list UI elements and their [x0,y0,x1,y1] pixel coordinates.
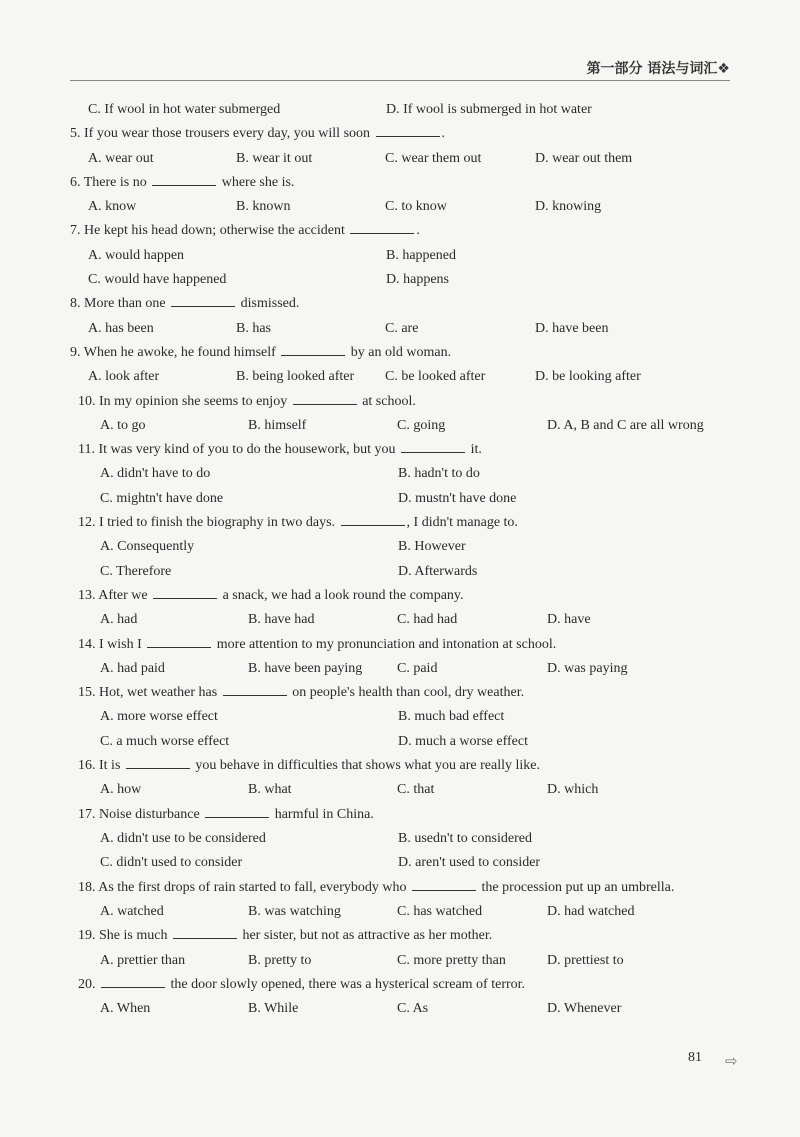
option-c[interactable]: C. more pretty than [397,952,506,968]
stem-text: harmful in China. [271,806,374,822]
option-b[interactable]: B. wear it out [236,150,313,166]
option-d[interactable]: D. much a worse effect [398,733,528,749]
options-row [70,317,745,341]
option-c[interactable]: C. would have happened [88,272,227,288]
page-header [0,50,800,80]
stem-text: her sister, but not as attractive as her mother. [238,928,493,944]
option-a[interactable]: A. had [100,612,138,628]
option-d[interactable]: D. which [547,782,599,798]
options-row [70,827,745,851]
question-item [70,754,745,803]
options-row [70,195,745,219]
option-c[interactable]: C. didn't used to consider [100,855,243,871]
question-item [70,171,745,220]
question-stem [70,584,745,608]
option-c[interactable]: C. Therefore [100,563,172,579]
options-row [70,900,745,924]
stem-text: 16. It is [78,758,124,774]
option-c[interactable]: C. As [397,1001,429,1017]
option-c[interactable]: C. be looked after [385,369,486,385]
options-row [70,535,745,559]
stem-text: . [416,223,420,239]
option-a[interactable]: A. Consequently [100,539,195,555]
stem-text: the procession put up an umbrella. [478,879,675,895]
option-b[interactable]: B. much bad effect [398,709,505,725]
option-b[interactable]: B. has [236,320,271,336]
question-item [70,803,745,876]
question-item [70,341,745,390]
option-d[interactable]: D. prettiest to [547,952,624,968]
option-c[interactable]: C. wear them out [385,150,482,166]
question-stem [70,292,745,316]
option-a[interactable]: A. more worse effect [100,709,218,725]
option-b[interactable]: B. While [248,1001,299,1017]
option-b[interactable]: B. have been paying [248,660,363,676]
option-d[interactable]: D. happens [386,272,449,288]
question-item [70,511,745,584]
options-row [70,560,745,584]
question-item [70,438,745,511]
options-row [70,778,745,802]
question-stem [70,681,745,705]
option-d[interactable]: D. Whenever [547,1001,622,1017]
stem-text: dismissed. [237,296,300,312]
question-item [70,633,745,682]
option-d[interactable]: D. Afterwards [398,563,478,579]
question-item [70,292,745,341]
option-c[interactable]: C. If wool in hot water submerged [88,102,281,117]
option-a[interactable]: A. didn't use to be considered [100,830,266,846]
option-b[interactable]: B. However [398,539,466,555]
stem-text: 19. She is much [78,928,171,944]
answer-blank[interactable] [147,634,211,648]
option-d[interactable]: D. had watched [547,904,635,919]
answer-blank[interactable] [281,342,345,356]
option-b[interactable]: B. being looked after [236,369,355,385]
option-d[interactable]: D. was paying [547,660,628,676]
option-a[interactable]: A. how [100,782,142,798]
stem-text: 20. [78,976,99,992]
option-b[interactable]: B. usedn't to considered [398,830,532,846]
options-row [70,657,745,681]
option-a[interactable]: A. didn't have to do [100,466,211,482]
option-b[interactable]: B. was watching [248,904,341,919]
answer-blank[interactable] [173,925,237,939]
answer-blank[interactable] [293,391,357,405]
option-b[interactable]: B. himself [248,417,307,433]
stem-text: 6. There is no [70,174,151,190]
option-b[interactable]: B. have had [248,612,315,628]
stem-text: where she is. [218,174,295,190]
options-row [70,608,745,632]
option-a[interactable]: A. wear out [88,150,154,166]
stem-text: 18. As the first drops of rain started to fall, everybody who [78,879,411,895]
option-c[interactable]: C. going [397,417,446,433]
question-stem [70,219,745,243]
stem-text: 9. When he awoke, he found himself [70,344,280,360]
question-item [70,98,745,122]
stem-text: 13. After we [78,587,152,603]
arrow-right-icon: ⇨ [725,1052,738,1070]
stem-text: 14. I wish I [78,636,146,652]
options-row [70,949,745,973]
page-number: 81 [688,1050,702,1065]
stem-text: by an old woman. [347,344,452,360]
answer-blank[interactable] [376,123,440,137]
options-row [70,98,745,122]
question-stem [70,511,745,535]
options-row [70,487,745,511]
option-b[interactable]: B. pretty to [248,952,312,968]
option-a[interactable]: A. would happen [88,247,185,263]
stem-text: 7. He kept his head down; otherwise the accident [70,223,349,239]
stem-text: it. [467,442,482,458]
stem-text: more attention to my pronunciation and intonation at school. [213,636,557,652]
option-d[interactable]: D. If wool is submerged in hot water [386,102,592,117]
question-item [70,390,745,439]
option-b[interactable]: B. happened [386,247,456,263]
option-a[interactable]: A. know [88,199,137,215]
stem-text: 5. If you wear those trousers every day, you will soon [70,126,374,142]
answer-blank[interactable] [223,682,287,696]
stem-text: a snack, we had a look round the company. [219,587,464,603]
options-row [70,851,745,875]
question-stem [70,438,745,462]
answer-blank[interactable] [412,877,476,891]
question-stem [70,876,745,901]
option-d[interactable]: D. knowing [535,199,602,215]
stem-text: 15. Hot, wet weather has [78,685,221,701]
option-b[interactable]: B. hadn't to do [398,466,480,482]
option-b[interactable]: B. what [248,782,292,798]
section-title: 第一部分 语法与词汇❖ [586,61,730,77]
option-d[interactable]: D. mustn't have done [398,490,517,506]
options-row [70,365,745,389]
option-c[interactable]: C. to know [385,199,447,215]
option-c[interactable]: C. that [397,782,435,798]
option-c[interactable]: C. had had [397,612,458,628]
answer-blank[interactable] [341,512,405,526]
stem-text: 8. More than one [70,296,170,312]
options-row [70,147,745,171]
option-a[interactable]: A. has been [88,320,154,336]
options-row [70,244,745,268]
question-item [70,924,745,973]
question-stem [70,171,745,195]
question-list [70,98,745,1021]
option-a[interactable]: A. watched [100,904,164,919]
option-d[interactable]: D. aren't used to consider [398,855,541,871]
options-row [70,462,745,486]
option-c[interactable]: C. has watched [397,904,483,919]
option-d[interactable]: D. wear out them [535,150,633,166]
options-row [70,268,745,292]
answer-blank[interactable] [401,439,465,453]
question-stem [70,390,745,414]
question-stem [70,803,745,827]
option-a[interactable]: A. look after [88,369,160,385]
answer-blank[interactable] [350,220,414,234]
question-item [70,876,745,925]
question-item [70,122,745,171]
stem-text: on people's health than cool, dry weather. [288,685,525,701]
answer-blank[interactable] [101,974,165,988]
answer-blank[interactable] [152,172,216,186]
stem-text: 10. In my opinion she seems to enjoy [78,393,291,409]
option-d[interactable]: D. be looking after [535,369,641,385]
option-d[interactable]: D. have [547,612,591,628]
options-row [70,705,745,729]
question-item [70,584,745,633]
option-a[interactable]: A. prettier than [100,952,186,968]
question-stem [70,973,745,997]
question-stem [70,924,745,948]
option-c[interactable]: C. paid [397,660,438,676]
stem-text: you behave in difficulties that shows what you are really like. [191,758,540,774]
question-stem [70,122,745,146]
option-d[interactable]: D. have been [535,320,609,336]
option-a[interactable]: A. When [100,1001,151,1017]
option-c[interactable]: C. mightn't have done [100,490,224,506]
question-stem [70,341,745,365]
stem-text: 11. It was very kind of you to do the housework, but you [78,442,400,458]
options-row [70,414,745,438]
question-stem [70,754,745,778]
option-b[interactable]: B. known [236,199,291,215]
question-item [70,681,745,754]
stem-text: the door slowly opened, there was a hysterical scream of terror. [167,976,526,992]
answer-blank[interactable] [126,755,190,769]
question-item [70,219,745,292]
header-divider [70,80,730,81]
option-c[interactable]: C. a much worse effect [100,733,230,749]
options-row [70,730,745,754]
stem-text: at school. [358,393,416,409]
question-stem [70,633,745,657]
answer-blank[interactable] [205,804,269,818]
question-item [70,973,745,1022]
answer-blank[interactable] [153,585,217,599]
stem-text: 17. Noise disturbance [78,806,204,822]
answer-blank[interactable] [171,293,235,307]
stem-text: 12. I tried to finish the biography in two days. [78,515,339,531]
option-a[interactable]: A. to go [100,417,146,433]
option-d[interactable]: D. A, B and C are all wrong [547,417,704,433]
stem-text: , I didn't manage to. [406,515,518,531]
stem-text: . [441,126,446,142]
options-row [70,997,745,1021]
option-a[interactable]: A. had paid [100,660,165,676]
option-c[interactable]: C. are [385,320,419,336]
